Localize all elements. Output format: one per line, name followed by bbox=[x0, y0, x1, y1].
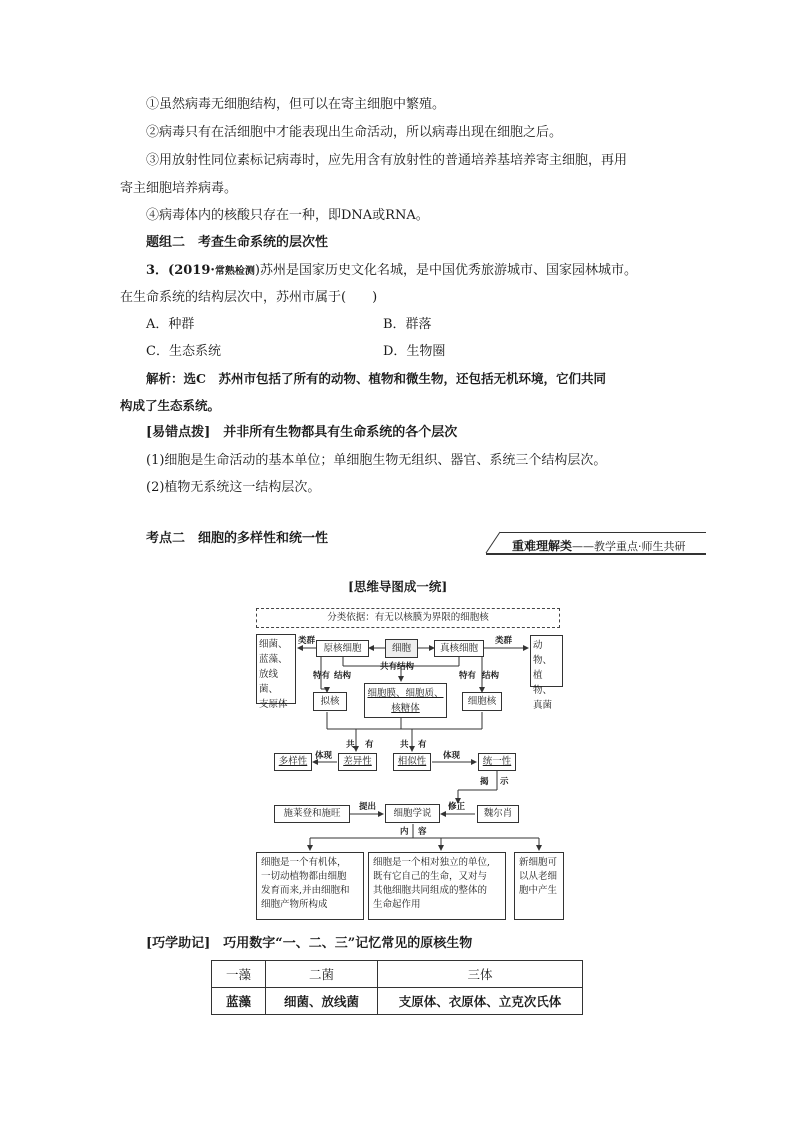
table-cell: 支原体、衣原体、立克次氏体 bbox=[378, 988, 583, 1015]
nucleoid-node: 拟核 bbox=[313, 692, 347, 711]
group-heading: 题组二 考查生命系统的层次性 bbox=[146, 235, 329, 250]
label-specific-left: 特有 bbox=[313, 671, 331, 681]
virchow-node: 魏尔肖 bbox=[477, 805, 519, 823]
cell-node: 细胞 bbox=[385, 639, 418, 658]
table-cell: 细菌、放线菌 bbox=[266, 988, 378, 1015]
text-line-1: ①虽然病毒无细胞结构，但可以在寄主细胞中繁殖。 bbox=[146, 97, 446, 112]
label-gong-left: 共 bbox=[346, 740, 355, 750]
option-a: A．种群 bbox=[146, 317, 195, 332]
label-nei: 内 bbox=[400, 827, 409, 837]
label-structure-right: 结构 bbox=[482, 671, 500, 681]
label-you-left: 有 bbox=[365, 740, 374, 750]
option-b: B．群落 bbox=[383, 317, 432, 332]
table-row bbox=[212, 988, 583, 1015]
table-header-cell: 三体 bbox=[378, 961, 583, 988]
euk-example: 真菌 bbox=[533, 700, 553, 711]
euk-example: 植物、 bbox=[533, 670, 553, 696]
prok-example: 放线菌、 bbox=[259, 669, 279, 695]
difference-text: 差异性 bbox=[343, 756, 372, 767]
schleiden-schwann-node: 施莱登和施旺 bbox=[274, 805, 350, 823]
content-3-line: 新细胞可 bbox=[519, 857, 558, 868]
content-1-line: 一切动植物都由细胞 bbox=[261, 871, 347, 882]
label-jie: 揭 bbox=[480, 777, 489, 787]
question-source: 常熟检测 bbox=[214, 266, 255, 277]
eukaryotic-cell-node: 真核细胞 bbox=[434, 640, 484, 657]
content-2-line: 生命起作用 bbox=[373, 899, 421, 910]
label-structure-left: 结构 bbox=[334, 671, 352, 681]
diversity-text: 多样性 bbox=[278, 756, 308, 767]
option-d: D．生物圈 bbox=[383, 344, 446, 359]
content-box-2 bbox=[368, 852, 506, 920]
similarity-text: 相似性 bbox=[397, 756, 427, 767]
content-2-line: 其他细胞共同组成的整体的 bbox=[373, 885, 488, 896]
label-tixian-left: 体现 bbox=[315, 751, 333, 761]
content-2-line: 既有它自己的生命，又对与 bbox=[373, 871, 488, 882]
memory-heading: [巧学助记] 巧用数字“一、二、三”记忆常见的原核生物 bbox=[146, 936, 473, 951]
table-header-cell: 二菌 bbox=[266, 961, 378, 988]
prok-example: 细菌、 bbox=[259, 639, 288, 650]
label-specific-right: 特有 bbox=[459, 671, 477, 681]
label-shared-structure: 共有结构 bbox=[380, 662, 415, 672]
section-rule-top bbox=[500, 532, 706, 533]
answer-line-1: 解析：选C 苏州市包括了所有的动物、植物和微生物，还包括无机环境，它们共同 bbox=[146, 371, 606, 386]
nucleus-node: 细胞核 bbox=[462, 692, 502, 711]
content-2-line: 细胞是一个相对独立的单位, bbox=[373, 857, 491, 868]
content-box-1 bbox=[256, 852, 364, 920]
label-revised: 修正 bbox=[448, 802, 466, 812]
content-3-line: 胞中产生 bbox=[519, 885, 558, 896]
tip-line-1: (1)细胞是生命活动的基本单位；单细胞生物无组织、器官、系统三个结构层次。 bbox=[146, 453, 607, 468]
eukaryote-examples bbox=[530, 635, 563, 711]
prok-example: 蓝藻、 bbox=[259, 654, 288, 665]
section-type-desc: ——教学重点·师生共研 bbox=[572, 540, 686, 553]
question-3-line-2: 在生命系统的结构层次中，苏州市属于( ) bbox=[120, 290, 378, 305]
diversity-node bbox=[274, 753, 312, 771]
tip-line-2: (2)植物无系统这一结构层次。 bbox=[146, 480, 321, 495]
similarity-node bbox=[393, 753, 431, 771]
cell-theory-node: 细胞学说 bbox=[385, 804, 440, 823]
content-box-3 bbox=[514, 852, 564, 920]
classification-basis: 分类依据：有无以核膜为界限的细胞核 bbox=[256, 608, 560, 628]
prokaryote-memory-table bbox=[211, 960, 583, 1015]
content-1-line: 细胞产物所构成 bbox=[261, 899, 328, 910]
unity-node bbox=[478, 753, 516, 771]
tip-heading: [易错点拨] 并非所有生物都具有生命系统的各个层次 bbox=[146, 425, 458, 440]
text-line-3: ③用放射性同位素标记病毒时，应先用含有放射性的普通培养基培养寄主细胞，再用 bbox=[146, 153, 628, 168]
label-gong-right: 共 bbox=[400, 740, 409, 750]
common-structures-line-1: 细胞膜、细胞质、 bbox=[367, 688, 444, 699]
euk-example: 动物、 bbox=[533, 640, 553, 666]
label-leibie-right: 类群 bbox=[495, 636, 513, 646]
question-text: )苏州是国家历史文化名城，是中国优秀旅游城市、国家园林城市。 bbox=[254, 263, 637, 278]
unity-text: 统一性 bbox=[482, 756, 512, 767]
content-1-line: 发育而来,并由细胞和 bbox=[261, 885, 350, 896]
question-number: 3．(2019· bbox=[146, 263, 215, 278]
option-c: C．生态系统 bbox=[146, 344, 221, 359]
label-rong: 容 bbox=[418, 827, 427, 837]
section-title: 考点二 细胞的多样性和统一性 bbox=[146, 531, 329, 546]
common-structures-node bbox=[364, 683, 447, 718]
prok-example: 支原体 bbox=[259, 699, 288, 710]
table-cell: 蓝藻 bbox=[212, 988, 266, 1015]
diagram-title: [思维导图成一统] bbox=[348, 579, 448, 594]
prokaryote-examples bbox=[256, 634, 296, 710]
label-you-right: 有 bbox=[418, 740, 427, 750]
label-proposed: 提出 bbox=[359, 802, 377, 812]
text-line-2: ②病毒只有在活细胞中才能表现出生命活动，所以病毒出现在细胞之后。 bbox=[146, 125, 563, 140]
label-shi: 示 bbox=[500, 777, 509, 787]
text-line-5: ④病毒体内的核酸只存在一种，即DNA或RNA。 bbox=[146, 208, 429, 223]
content-3-line: 以从老细 bbox=[519, 871, 558, 882]
question-3 bbox=[146, 262, 637, 281]
difference-node bbox=[338, 753, 377, 771]
section-right-label bbox=[512, 537, 686, 556]
label-leibie-left: 类群 bbox=[298, 636, 316, 646]
text-line-4: 寄主细胞培养病毒。 bbox=[120, 181, 238, 196]
answer-line-2: 构成了生态系统。 bbox=[120, 398, 221, 413]
table-header-cell: 一藻 bbox=[212, 961, 266, 988]
section-type: 重难理解类 bbox=[512, 539, 573, 553]
label-tixian-right: 体现 bbox=[443, 751, 461, 761]
table-header-row bbox=[212, 961, 583, 988]
content-1-line: 细胞是一个有机体， bbox=[261, 857, 347, 868]
prokaryotic-cell-node: 原核细胞 bbox=[316, 640, 369, 657]
common-structures-line-2: 核糖体 bbox=[391, 703, 420, 714]
